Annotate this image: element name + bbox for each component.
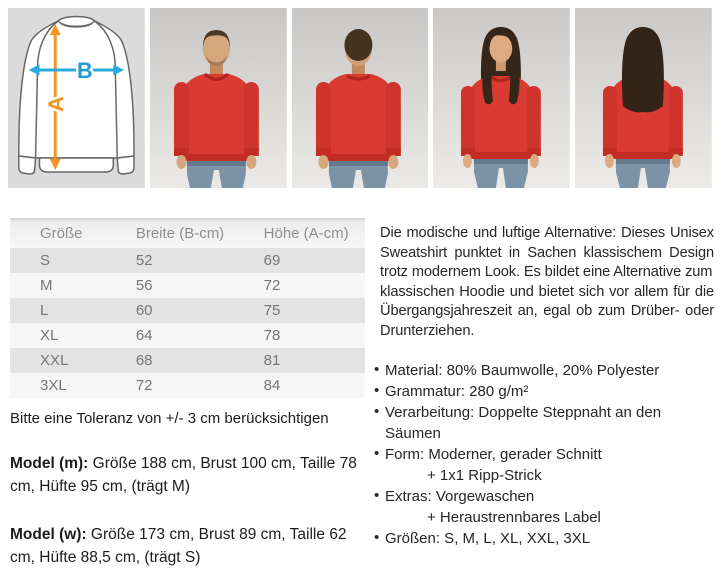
- feature-verarbeitung: • Verarbeitung: Doppelte Steppnaht an den Säumen: [374, 402, 714, 444]
- description-line-1: Die modische und luftige Alternative: Dieses Unisex Sweatshirt punktet in Sachen klassischem Design trotz modernem Look. Es bildet eine Alternative zum: [380, 225, 714, 281]
- size-diagram-image: [8, 8, 145, 188]
- feature-material: • Material: 80% Baumwolle, 20% Polyester: [374, 360, 714, 381]
- cell-size: 3XL: [10, 373, 106, 398]
- height-label: A: [43, 96, 69, 112]
- model-m-label: Model (m):: [10, 455, 89, 472]
- table-row: [10, 273, 365, 298]
- cell-size: M: [10, 273, 106, 298]
- feature-form-extra: + 1x1 Ripp-Strick: [427, 466, 542, 484]
- table-row: [10, 298, 365, 323]
- feature-extras-extra: + Heraustrennbares Label: [427, 508, 601, 526]
- male-model-back-photo: [292, 8, 429, 188]
- cell-height: 75: [234, 298, 365, 323]
- size-info-column: [10, 218, 366, 569]
- cell-width: 60: [106, 298, 234, 323]
- feature-form: • Form: Moderner, gerader Schnitt: [374, 444, 714, 465]
- model-w-label: Model (w):: [10, 526, 87, 543]
- table-row: [10, 348, 365, 373]
- width-label: B: [76, 57, 93, 84]
- cell-width: 68: [106, 348, 234, 373]
- cell-width: 64: [106, 323, 234, 348]
- cell-height: 69: [234, 248, 365, 273]
- size-table: [10, 218, 365, 398]
- cell-size: S: [10, 248, 106, 273]
- cell-width: 52: [106, 248, 234, 273]
- feature-groessen: • Größen: S, M, L, XL, XXL, 3XL: [374, 528, 714, 549]
- model-m-text: Größe 188 cm, Brust 100 cm, Taille 78 cm, Hüfte 95 cm, (trägt M): [10, 455, 357, 495]
- table-row: [10, 248, 365, 273]
- model-w-text: Größe 173 cm, Brust 89 cm, Taille 62 cm, Hüfte 88,5 cm, (trägt S): [10, 526, 347, 566]
- model-w-info: [10, 523, 366, 569]
- cell-width: 56: [106, 273, 234, 298]
- column-header-width: Breite (B-cm): [106, 218, 234, 248]
- cell-height: 72: [234, 273, 365, 298]
- cell-height: 78: [234, 323, 365, 348]
- column-header-size: Größe: [10, 218, 106, 248]
- cell-size: L: [10, 298, 106, 323]
- female-model-back-photo: [575, 8, 712, 188]
- column-header-height: Höhe (A-cm): [234, 218, 365, 248]
- male-model-front-photo: [150, 8, 287, 188]
- tolerance-note: Bitte eine Toleranz von +/- 3 cm berücksichtigen: [10, 410, 329, 427]
- sweatshirt-measurement-diagram: [8, 8, 145, 188]
- model-m-info: [10, 452, 366, 498]
- cell-width: 72: [106, 373, 234, 398]
- product-image-gallery: [8, 8, 712, 188]
- description-paragraph: [380, 224, 714, 342]
- size-table-header-row: [10, 218, 365, 248]
- cell-size: XXL: [10, 348, 106, 373]
- table-row: [10, 373, 365, 398]
- description-line-2: klassischen Hoodie und bietet sich vor allem für die Übergangsjahreszeit an, egal ob zum Drüber- oder Drunterziehen.: [380, 283, 714, 339]
- cell-height: 84: [234, 373, 365, 398]
- male-model-front-image: [150, 8, 287, 188]
- cell-height: 81: [234, 348, 365, 373]
- female-model-back-image: [575, 8, 712, 188]
- feature-extras: • Extras: Vorgewaschen: [374, 486, 714, 507]
- table-row: [10, 323, 365, 348]
- product-description-column: [374, 224, 714, 549]
- female-model-front-photo: [433, 8, 570, 188]
- female-model-front-image: [433, 8, 570, 188]
- male-model-back-image: [292, 8, 429, 188]
- feature-grammatur: • Grammatur: 280 g/m²: [374, 381, 714, 402]
- feature-list: [374, 360, 714, 549]
- cell-size: XL: [10, 323, 106, 348]
